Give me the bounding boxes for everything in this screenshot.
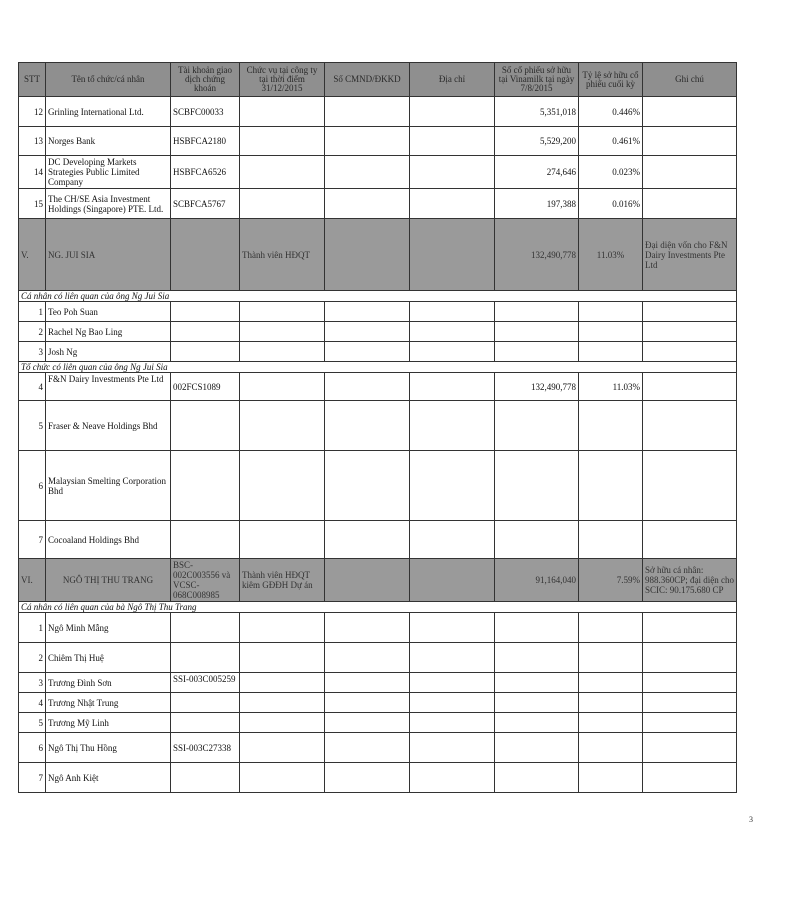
row-stt: 4 [19,373,46,401]
row-stt: 7 [19,763,46,793]
row-stt: 15 [19,189,46,219]
row-shares: 197,388 [495,189,579,219]
section-ratio: 7.59% [579,559,643,602]
row-name: Josh Ng [46,342,171,362]
section-note: Sở hữu cá nhân: 988.360CP; đại diện cho SCIC: 90.175.680 CP [643,559,737,602]
table-row [19,156,737,189]
row-stt: 4 [19,693,46,713]
table-row [19,673,737,693]
table-row [19,613,737,643]
row-name: Trương Mỹ Linh [46,713,171,733]
group-label-row [19,362,737,373]
section-ratio: 11.03% [579,219,643,291]
header-stt: STT [19,63,46,97]
table-header-row [19,63,737,97]
section-position: Thành viên HĐQT [240,219,325,291]
section-shares: 132,490,778 [495,219,579,291]
section-note: Đại diện vốn cho F&N Dairy Investments Pte Ltd [643,219,737,291]
row-account: SCBFC00033 [171,97,240,127]
row-name: Trương Đình Sơn [46,673,171,693]
section-position: Thành viên HĐQT kiêm GĐĐH Dự án [240,559,325,602]
section-shares: 91,164,040 [495,559,579,602]
row-ratio: 11.03% [579,373,643,401]
row-name: Fraser & Neave Holdings Bhd [46,401,171,451]
row-shares: 274,646 [495,156,579,189]
table-row [19,451,737,521]
row-name: Cocoaland Holdings Bhd [46,521,171,559]
row-stt: 12 [19,97,46,127]
header-id-no: Số CMND/ĐKKD [325,63,410,97]
row-name: Ngô Minh Mẫng [46,613,171,643]
group-label: Cá nhân có liên quan của ông Ng Jui Sia [19,291,737,302]
row-stt: 2 [19,322,46,342]
row-name: Ngô Thị Thu Hồng [46,733,171,763]
row-name: Malaysian Smelting Corporation Bhd [46,451,171,521]
group-label: Cá nhân có liên quan của bà Ngô Thị Thu Trang [19,602,737,613]
row-name: F&N Dairy Investments Pte Ltd [46,373,171,401]
row-shares: 132,490,778 [495,373,579,401]
row-stt: 7 [19,521,46,559]
section-row-v [19,219,737,291]
header-name: Tên tổ chức/cá nhân [46,63,171,97]
row-stt: 5 [19,401,46,451]
row-name: Rachel Ng Bao Ling [46,322,171,342]
row-name: Ngô Anh Kiệt [46,763,171,793]
table-row [19,189,737,219]
table-row [19,127,737,156]
row-shares: 5,529,200 [495,127,579,156]
table-row [19,713,737,733]
row-stt: 6 [19,451,46,521]
row-stt: 3 [19,673,46,693]
row-stt: 6 [19,733,46,763]
row-name: Teo Poh Suan [46,302,171,322]
row-stt: 13 [19,127,46,156]
row-name: DC Developing Markets Strategies Public Limited Company [46,156,171,189]
group-label-row [19,291,737,302]
row-account: SSI-003C005259 [171,673,240,693]
table-row [19,322,737,342]
group-label: Tổ chức có liên quan của ông Ng Jui Sia [19,362,737,373]
table-row [19,373,737,401]
row-account: 002FCS1089 [171,373,240,401]
row-name: Norges Bank [46,127,171,156]
section-name: NGÔ THỊ THU TRANG [46,559,171,602]
row-stt: 1 [19,613,46,643]
table-row [19,693,737,713]
shareholder-table [18,62,737,793]
row-account: SCBFCA5767 [171,189,240,219]
row-stt: 3 [19,342,46,362]
header-ratio: Tỷ lệ sở hữu cổ phiếu cuối kỳ [579,63,643,97]
row-ratio: 0.016% [579,189,643,219]
header-address: Địa chỉ [410,63,495,97]
page-mark: 3 [749,815,753,824]
row-ratio: 0.023% [579,156,643,189]
row-account: HSBFCA2180 [171,127,240,156]
row-ratio: 0.446% [579,97,643,127]
table-row [19,643,737,673]
header-account: Tài khoản giao dịch chứng khoán [171,63,240,97]
row-account: SSI-003C27338 [171,733,240,763]
table-row [19,401,737,451]
row-name: The CH/SE Asia Investment Holdings (Singapore) PTE. Ltd. [46,189,171,219]
row-name: Trương Nhật Trung [46,693,171,713]
section-name: NG. JUI SIA [46,219,171,291]
row-stt: 1 [19,302,46,322]
section-account: BSC-002C003556 và VCSC-068C008985 [171,559,240,602]
table-row [19,302,737,322]
row-ratio: 0.461% [579,127,643,156]
section-stt: V. [19,219,46,291]
row-stt: 5 [19,713,46,733]
table-row [19,763,737,793]
row-name: Grinling International Ltd. [46,97,171,127]
table-row [19,733,737,763]
row-account: HSBFCA6526 [171,156,240,189]
row-name: Chiêm Thị Huệ [46,643,171,673]
table-row [19,521,737,559]
table-row [19,342,737,362]
section-row-vi [19,559,737,602]
row-stt: 14 [19,156,46,189]
header-shares: Số cổ phiếu sở hữu tại Vinamilk tại ngày 7/8/2015 [495,63,579,97]
section-stt: VI. [19,559,46,602]
header-position: Chức vụ tại công ty tại thời điểm 31/12/2015 [240,63,325,97]
header-note: Ghi chú [643,63,737,97]
row-stt: 2 [19,643,46,673]
table-row [19,97,737,127]
row-shares: 5,351,018 [495,97,579,127]
group-label-row [19,602,737,613]
